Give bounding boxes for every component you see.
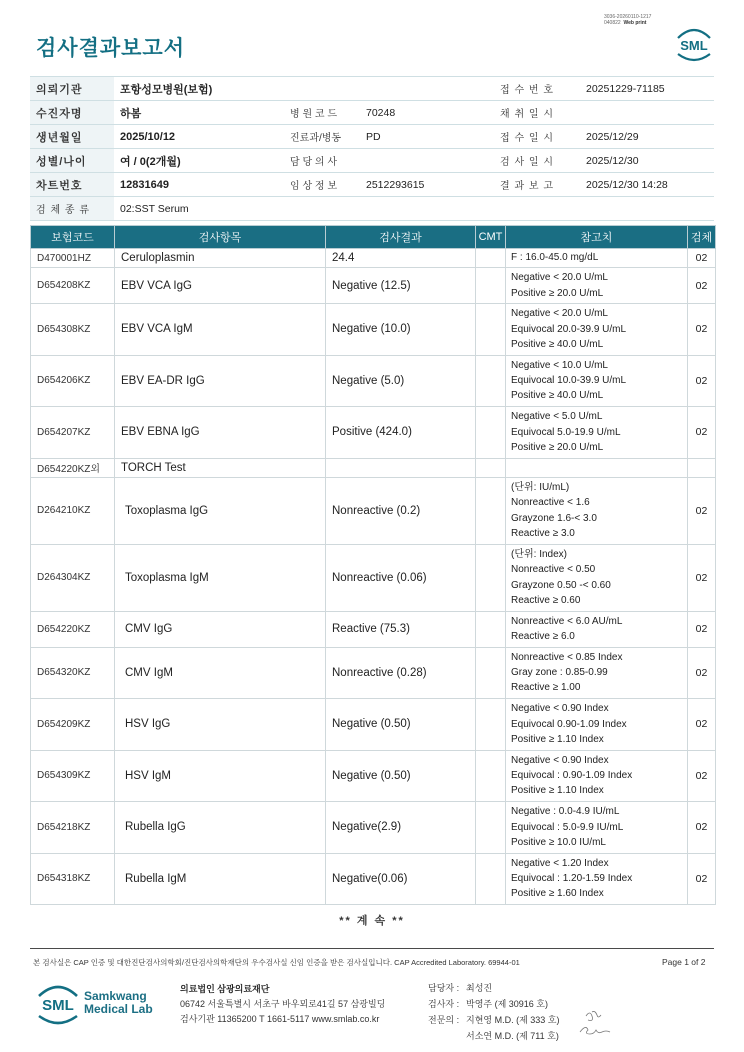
hospital-label: 의뢰기관 [30,77,114,101]
results-body [31,249,716,905]
result-cmt [476,304,506,356]
reference-line: Reactive ≥ 6.0 [511,631,575,642]
test-date-label: 검 사 일 시 [494,149,580,173]
result-row [31,268,716,304]
header-ref: 참고치 [506,226,688,249]
result-reference [506,355,688,407]
result-row [31,647,716,699]
svg-text:SML: SML [42,997,74,1014]
result-item: CMV IgG [115,611,326,647]
reference-line: Negative < 0.90 Index [511,754,609,766]
svg-text:SML: SML [680,38,708,53]
result-item: Toxoplasma IgM [115,544,326,611]
reference-line: Nonreactive < 1.6 [511,497,590,509]
result-code: D470001HZ [31,249,115,268]
receipt-date-value: 2025/12/29 [580,125,714,149]
header-spec: 검체 [688,226,716,249]
reference-line: Gray zone : 0.85-0.99 [511,667,608,679]
header-result: 검사결과 [326,226,476,249]
result-specimen: 02 [688,249,716,268]
result-item: HSV IgM [115,750,326,802]
chart-no-label: 차트번호 [30,173,114,197]
result-reference [506,407,688,459]
result-cmt [476,853,506,905]
reference-line: Nonreactive < 0.50 [511,564,596,576]
result-reference [506,853,688,905]
result-item: EBV EBNA IgG [115,407,326,459]
result-reference [506,477,688,544]
result-specimen: 02 [688,611,716,647]
brand-name-line2: Medical Lab [84,1002,153,1016]
info-row [30,149,714,173]
sex-age-value: 여 / 0(2개월) [114,149,284,173]
reference-line: Equivocal 0.90-1.09 Index [511,718,627,730]
doctor-value [360,149,494,173]
result-row [31,750,716,802]
result-reference [506,304,688,356]
result-specimen: 02 [688,647,716,699]
clinical-label: 임 상 정 보 [284,173,360,197]
reference-line: Positive ≥ 10.0 IU/mL [511,836,606,848]
result-cmt [476,407,506,459]
reference-line: Positive ≥ 1.10 Index [511,733,604,745]
result-code: D654318KZ [31,853,115,905]
sml-logo [674,24,714,62]
dob-label: 생년월일 [30,125,114,149]
result-row [31,458,716,477]
result-cmt [476,544,506,611]
staff-row: 서소연 M.D. (제 711 호) [466,1031,559,1041]
result-row [31,611,716,647]
result-code: D654220KZ [31,611,115,647]
result-specimen [688,458,716,477]
print-id [604,14,651,26]
collect-date-value [580,101,714,125]
sex-age-label: 성별/나이 [30,149,114,173]
reference-line: Negative < 1.20 Index [511,857,609,869]
result-cmt [476,268,506,304]
result-specimen: 02 [688,853,716,905]
result-row [31,802,716,854]
reference-line: Reactive ≥ 1.00 [511,682,581,694]
cap-note: 본 검사실은 CAP 인증 및 대한진단검사의학회/진단검사의학재단의 우수검사실 신임 인증을 받은 검사실입니다. CAP Accredited Laboratory. 69944-01 [33,958,520,967]
result-code: D654218KZ [31,802,115,854]
reference-line: Nonreactive < 6.0 AU/mL [511,615,623,627]
reference-line: Negative < 20.0 U/mL [511,272,608,284]
dept-value: PD [360,125,494,149]
result-cmt [476,458,506,477]
doctor-label: 담 당 의 사 [284,149,360,173]
result-code: D654207KZ [31,407,115,459]
dob-value: 2025/10/12 [114,125,284,149]
result-specimen: 02 [688,355,716,407]
result-item: Rubella IgM [115,853,326,905]
result-reference [506,544,688,611]
receipt-no-value: 20251229-71185 [580,77,714,101]
result-cmt [476,477,506,544]
reference-line: Equivocal 10.0-39.9 U/mL [511,375,627,387]
result-row [31,355,716,407]
result-code: D654220KZ외 [31,458,115,477]
info-row [30,197,714,221]
report-date-value: 2025/12/30 14:28 [580,173,714,197]
result-specimen: 02 [688,802,716,854]
brand-name-line1: Samkwang [84,989,147,1003]
reference-line: Reactive ≥ 3.0 [511,527,575,539]
reference-line: Negative : 0.0-4.9 IU/mL [511,806,620,818]
result-code: D654209KZ [31,699,115,751]
result-code: D654308KZ [31,304,115,356]
result-specimen: 02 [688,699,716,751]
reference-line: Negative < 10.0 U/mL [511,359,608,371]
info-row [30,77,714,101]
result-item: TORCH Test [115,458,326,477]
name-value: 하봄 [114,101,284,125]
result-reference [506,699,688,751]
info-row [30,125,714,149]
reference-line: (단위: Index) [511,548,567,560]
result-reference [506,249,688,268]
result-cmt [476,647,506,699]
result-value: Negative(2.9) [326,802,476,854]
collect-date-label: 채 취 일 시 [494,101,580,125]
name-label: 수진자명 [30,101,114,125]
receipt-date-label: 접 수 일 시 [494,125,580,149]
results-table [30,225,716,905]
result-reference [506,458,688,477]
brand-name [84,990,153,1016]
page-number: Page 1 of 2 [662,957,706,967]
corp-address: 06742 서울특별시 서초구 바우뫼로41길 57 삼광빌딩 [180,999,386,1009]
result-value [326,458,476,477]
print-id-line2: 040822 Web print [604,20,647,26]
result-cmt [476,355,506,407]
result-specimen: 02 [688,750,716,802]
test-date-value: 2025/12/30 [580,149,714,173]
result-value: Negative (0.50) [326,699,476,751]
reference-line: Grayzone 0.50 -< 0.60 [511,579,611,591]
hosp-code-label: 병 원 코 드 [284,101,360,125]
result-reference [506,611,688,647]
result-code: D654208KZ [31,268,115,304]
result-item: Rubella IgG [115,802,326,854]
result-value: 24.4 [326,249,476,268]
result-reference [506,647,688,699]
result-item: HSV IgG [115,699,326,751]
result-row [31,249,716,268]
result-cmt [476,750,506,802]
result-value: Negative (10.0) [326,304,476,356]
reference-line: Positive ≥ 20.0 U/mL [511,287,604,299]
corp-info [180,982,385,1027]
reference-line: Positive ≥ 20.0 U/mL [511,441,604,453]
reference-line: Positive ≥ 1.10 Index [511,785,604,797]
result-value: Nonreactive (0.28) [326,647,476,699]
result-item: CMV IgM [115,647,326,699]
result-value: Nonreactive (0.2) [326,477,476,544]
reference-line: Equivocal : 5.0-9.9 IU/mL [511,821,624,833]
result-specimen: 02 [688,544,716,611]
result-value: Positive (424.0) [326,407,476,459]
result-value: Negative(0.06) [326,853,476,905]
result-code: D264304KZ [31,544,115,611]
results-header-row [31,226,716,249]
result-specimen: 02 [688,304,716,356]
receipt-no-label: 접 수 번 호 [494,77,580,101]
result-row [31,544,716,611]
result-specimen: 02 [688,268,716,304]
result-value: Negative (12.5) [326,268,476,304]
reference-line: Positive ≥ 1.60 Index [511,888,604,900]
reference-line: Equivocal : 0.90-1.09 Index [511,770,633,782]
result-code: D264210KZ [31,477,115,544]
result-row [31,477,716,544]
reference-line: (단위: IU/mL) [511,481,570,493]
result-item: EBV VCA IgG [115,268,326,304]
result-cmt [476,249,506,268]
result-value: Negative (5.0) [326,355,476,407]
reference-line: Equivocal 20.0-39.9 U/mL [511,323,627,335]
result-item: Toxoplasma IgG [115,477,326,544]
result-row [31,304,716,356]
reference-line: Grayzone 1.6-< 3.0 [511,512,597,524]
signature-image [578,1008,612,1038]
print-id-line1: 3036-20260110-1217 [604,14,652,20]
result-row [31,853,716,905]
result-item: Ceruloplasmin [115,249,326,268]
result-reference [506,802,688,854]
corp-name: 의료법인 삼광의료재단 [180,984,270,994]
hosp-code-value: 70248 [360,101,494,125]
reference-line: Negative < 0.90 Index [511,703,609,715]
dept-label: 진료과/병동 [284,125,360,149]
chart-no-value: 12831649 [114,173,284,197]
clinical-value: 2512293615 [360,173,494,197]
patient-info-table [30,76,714,221]
result-value: Reactive (75.3) [326,611,476,647]
reference-line: F : 16.0-45.0 mg/dL [511,252,599,264]
result-specimen: 02 [688,477,716,544]
reference-line: Equivocal 5.0-19.9 U/mL [511,426,621,438]
report-date-label: 결 과 보 고 [494,173,580,197]
staff-row: 전문의 : 지현영 M.D. (제 333 호) [428,1015,560,1025]
reference-line: Reactive ≥ 0.60 [511,594,581,606]
result-row [31,699,716,751]
info-row [30,101,714,125]
staff-row: 검사자 : 박영주 (제 30916 호) [428,999,548,1009]
result-value: Nonreactive (0.06) [326,544,476,611]
header-code: 보험코드 [31,226,115,249]
result-item: EBV EA-DR IgG [115,355,326,407]
reference-line: Positive ≥ 40.0 U/mL [511,338,604,350]
footer-divider [30,948,714,949]
result-reference [506,750,688,802]
result-row [31,407,716,459]
result-value: Negative (0.50) [326,750,476,802]
result-specimen: 02 [688,407,716,459]
staff-list [428,980,559,1044]
reference-line: Nonreactive < 0.85 Index [511,651,623,663]
corp-contact: 검사기관 11365200 T 1661-5117 www.smlab.co.kr [180,1014,380,1024]
staff-row: 담당자 : 최성진 [428,983,493,993]
header-item: 검사항목 [115,226,326,249]
result-code: D654309KZ [31,750,115,802]
reference-line: Equivocal : 1.20-1.59 Index [511,873,633,885]
continued-label: ** 계 속 ** [339,915,405,927]
result-cmt [476,611,506,647]
reference-line: Positive ≥ 40.0 U/mL [511,390,604,402]
result-item: EBV VCA IgM [115,304,326,356]
reference-line: Negative < 20.0 U/mL [511,308,608,320]
page-title: 검사결과보고서 [36,36,186,60]
result-cmt [476,802,506,854]
result-code: D654206KZ [31,355,115,407]
specimen-value: 02:SST Serum [114,197,714,221]
result-cmt [476,699,506,751]
info-row [30,173,714,197]
hospital-value: 포항성모병원(보험) [114,77,494,101]
specimen-label: 검 체 종 류 [30,197,114,221]
sml-logo-bottom [36,980,80,1026]
header-cmt: CMT [476,226,506,249]
reference-line: Negative < 5.0 U/mL [511,411,603,423]
result-code: D654320KZ [31,647,115,699]
result-reference [506,268,688,304]
